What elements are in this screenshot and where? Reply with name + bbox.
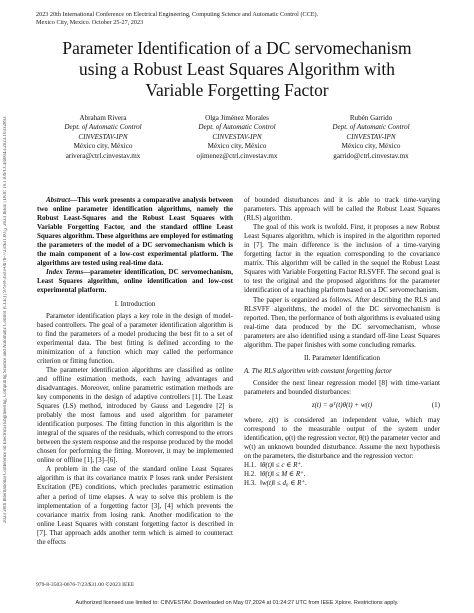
abstract-text: —This work presents a comparative analysis between two online parameter identification algorithms, namely the Robust Least-Squares and the Robust Least Squares with Variable Forgetting Factor, and the standard offline Least Squares algorithm. These algorithms are employed for estimating the parameters of the model of a DC servomechanism which is the main component of a low-cost experimental platform. The algorithms are tested using real-time data. <box>37 196 233 268</box>
title-line-2: using a Robust Least Squares Algorithm with <box>79 59 395 79</box>
intro-paragraph-5: The goal of this work is twofold. First, it proposes a new Robust Least Squares algorithm, which is inspired in the algorithm reported in [7]. The main difference is the inclusion of a time-varying forgetting factor in the equation corresponding to the covariance matrix. This algorithm will be called in the sequel the Robust Least Squares with Variable Forgetting Factor RLSVFF. The second goal is to test the original and the proposed algorithms for the parameter identification of a teaching platform based on a DC servomechanism. <box>244 223 440 295</box>
section2-paragraph-1: Consider the next linear regression model [8] with time-variant parameters and bounded disturbances: <box>244 378 440 396</box>
intro-paragraph-1: Parameter identification plays a key role in the design of model-based controllers. The goal of a parameter identification algorithm is to find the parameters of a model producing the best fit to a set of experimental data. The best fitting is defined according to the minimization of a function which may called the performance criterion or fitting function. <box>37 311 233 365</box>
author-inst: CINVESTAV-IPN <box>346 132 396 141</box>
conference-line-1: 2023 20th International Conference on Electrical Engineering, Computing Science and Automatic Control (CCE). <box>36 11 319 18</box>
author-email[interactable]: ojimenez@ctrl.cinvestav.mx <box>196 151 278 160</box>
section2-paragraph-2: where, z(t) is considered an independent value, which may correspond to the measurable output of the system under identification, φ(t) the regression vector, θ(t) the parameter vector and w(t) an unknown bounded disturbance. Assume the next hypothesis on the parameters, the disturbance and the regression vector: <box>244 415 440 461</box>
intro-paragraph-3: A problem in the case of the standard online Least Squares algorithm is that its covariance matrix P loses rank under Persistent Excitation (PE) conditions, which precludes parametric estimation after a period of time elapses. A way to solve this problem is the implementation of a forgetting factor [3], [4] which prevents the covariance matrix from losing rank. Another modification to the online Least Squares with constant forgetting factor is described in [7]. That approach adds another term which is aimed to counteract the effects <box>37 465 233 546</box>
index-terms-label: Index Terms <box>46 268 84 277</box>
license-footer: Authorized licensed use limited to: CINVESTAV. Downloaded on May 07,2024 at 01:24:27 UTC from IEEE Xplore. Restrictions apply. <box>75 600 399 606</box>
hypothesis-item <box>244 479 440 488</box>
abstract-label: Abstract <box>46 196 71 204</box>
hypothesis-label: H.1. <box>244 461 257 470</box>
hypothesis-text: ‖θ(t)‖ ≤ c ∈ R⁺. <box>260 461 303 470</box>
author-2 <box>170 114 304 161</box>
author-city: México city, México <box>341 142 401 151</box>
section-heading-introduction: I. Introduction <box>114 299 156 308</box>
author-dept: Dept. of Automatic Control <box>332 123 410 132</box>
side-doi-strip: 2023 20th International Conference on Electrical Engineering, Computing Science and Automatic Control (CCE) | 979-8-3503-0676-7/23/$31.00 ©2023 IEEE | DOI: 10.1109/CCE60043.2023.10332893 <box>3 116 8 524</box>
abstract <box>37 196 233 268</box>
author-name: Olga Jiménez Morales <box>205 114 269 122</box>
conference-line-2: Mexico City, Mexico. October 25-27, 2023 <box>36 19 144 26</box>
equation-1 <box>244 399 440 413</box>
author-name: Abraham Rivera <box>79 114 127 122</box>
intro-paragraph-2: The parameter identification algorithms are classified as online and offline estimation methods, each having advantages and disadvantages. Moreover, online parametric estimation methods are key components in the design of adaptive controllers [1]. The Least Squares (LS) method, introduced by Gauss and Legendre [2] is probably the most famous and used algorithm for parameter identification purposes. The fitting function in this algorithm is the integral of the squares of the residuals, which correspond to the errors between the system response and the response produced by the model chosen for performing the fitting. Moreover, it may be implemented online or offline [1], [3]–[6]. <box>37 365 233 465</box>
author-dept: Dept. of Automatic Control <box>64 123 142 132</box>
right-column <box>244 196 440 488</box>
title-line-3: Variable Forgetting Factor <box>145 80 329 100</box>
author-email[interactable]: garrido@ctrl.cinvestav.mx <box>333 151 409 160</box>
intro-paragraph-4: of bounded disturbances and it is able to track time-varying parameters. This approach will be called the Robust Least Squares (RLS) algorithm. <box>244 196 440 223</box>
left-column <box>37 196 233 547</box>
hypothesis-text: ‖w(t)‖ ≤ d₀ ∈ R⁺. <box>260 479 307 488</box>
index-terms-text: —parameter identification, DC servomechanism, Least Squares algorithm, online identification and low-cost experimental platform. <box>37 268 233 295</box>
author-email[interactable]: arivera@ctrl.cinvestav.mx <box>65 151 141 160</box>
equation-expression: z(t) = φᵀ(t)θ(t) + w(t) <box>311 400 373 409</box>
author-1 <box>36 114 170 161</box>
conference-header <box>36 11 336 27</box>
author-name: Rubén Garrido <box>349 114 393 122</box>
hypotheses-list <box>244 461 440 488</box>
subsection-heading-rls: A. The RLS algorithm with constant forgetting factor <box>244 366 392 375</box>
paper-title <box>36 38 438 101</box>
hypothesis-item <box>244 461 440 470</box>
hypothesis-label: H.3. <box>244 479 257 488</box>
hypothesis-text: ‖θ̇(t)‖ ≤ M ∈ R⁺. <box>260 470 306 479</box>
hypothesis-label: H.2. <box>244 470 257 479</box>
title-line-1: Parameter Identification of a DC servomechanism <box>62 38 412 58</box>
hypothesis-item <box>244 470 440 479</box>
intro-paragraph-6: The paper is organized as follows. After describing the RLS and RLSVFF algorithms, the model of the DC servomechanism is reported. Then, the performance of both algorithms is evaluated using real-time data produced by the DC servomechanism, whose parameters are also identified using a standard off-line Least Squares algorithm. The paper finishes with some concluding remarks. <box>244 295 440 349</box>
author-inst: CINVESTAV-IPN <box>212 132 262 141</box>
section-heading-parameter-identification: II. Parameter Identification <box>304 353 380 362</box>
author-city: México city, México <box>207 142 267 151</box>
author-inst: CINVESTAV-IPN <box>78 132 128 141</box>
equation-number: (1) <box>431 400 440 409</box>
author-city: México city, México <box>73 142 133 151</box>
isbn-footer: 979-8-3503-0676-7/23/$31.00 ©2023 IEEE <box>36 582 135 588</box>
author-3 <box>304 114 438 161</box>
index-terms <box>37 268 233 295</box>
author-dept: Dept. of Automatic Control <box>198 123 276 132</box>
